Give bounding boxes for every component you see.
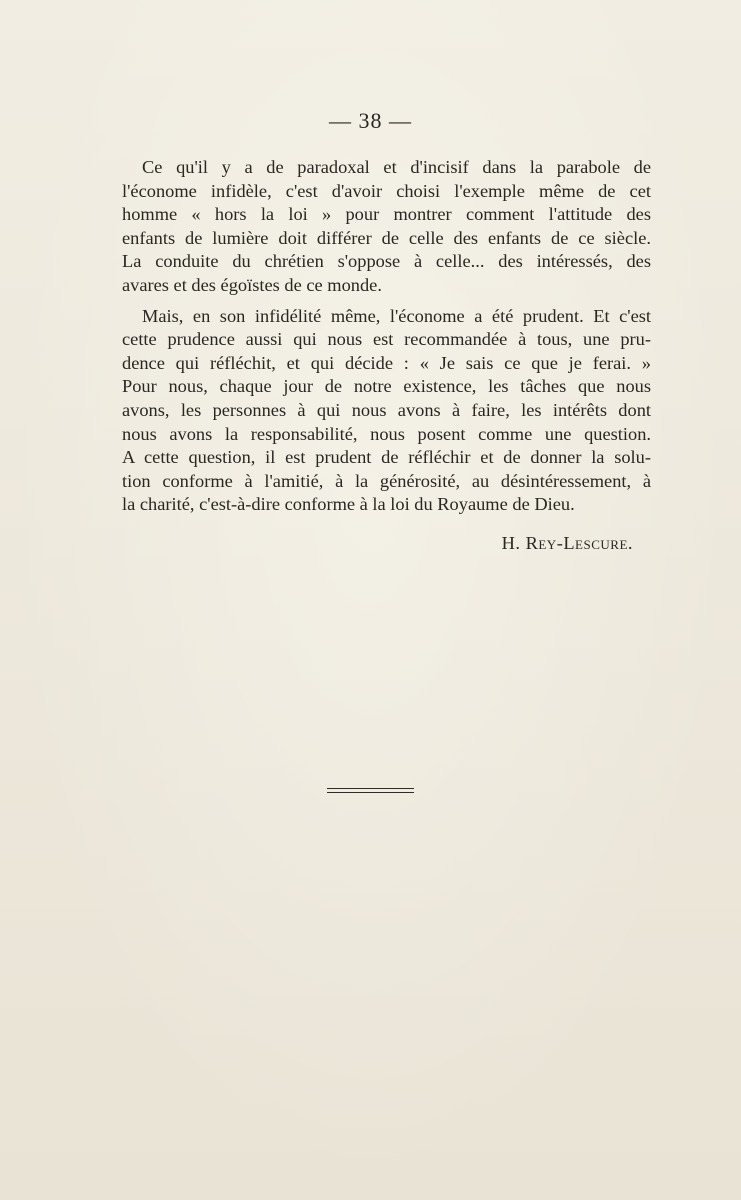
text-line: avares et des égoïstes de ce monde. [122, 274, 382, 295]
author-name: Rey-Lescure. [525, 533, 633, 553]
text-line: La conduite du chrétien s'oppose à celle... des intéressés, des [122, 251, 651, 272]
text-line: la charité, c'est-à-dire conforme à la loi du Royaume de Dieu. [122, 494, 575, 515]
page-number: — 38 — [329, 108, 412, 133]
text-line: cette prudence aussi qui nous est recommandée à tous, une pru- [122, 329, 651, 350]
text-line: Mais, en son infidélité même, l'économe a été prudent. Et c'est [142, 305, 651, 326]
text-line: avons, les personnes à qui nous avons à faire, les intérêts dont [122, 399, 651, 420]
text-line: dence qui réfléchit, et qui décide : « Je sais ce que je ferai. » [122, 352, 651, 373]
text-line: enfants de lumière doit différer de celle des enfants de ce siècle. [122, 227, 651, 248]
text-line: homme « hors la loi » pour montrer comment l'attitude des [122, 204, 651, 225]
text-line: tion conforme à l'amitié, à la générosité, au désintéressement, à [122, 470, 651, 491]
author-signature [502, 533, 633, 554]
text-line: l'économe infidèle, c'est d'avoir choisi l'exemple même de cet [122, 180, 651, 201]
divider-rule-bottom [327, 792, 414, 793]
paragraph-1 [122, 156, 651, 298]
body-text [122, 156, 651, 524]
divider-rule-top [327, 788, 414, 789]
text-line: Ce qu'il y a de paradoxal et d'incisif dans la parabole de [142, 157, 651, 177]
text-line: A cette question, il est prudent de réfléchir et de donner la solu- [122, 447, 651, 468]
author-initial: H. [501, 533, 521, 553]
text-line: Pour nous, chaque jour de notre existence, les tâches que nous [122, 376, 651, 397]
text-line: nous avons la responsabilité, nous posent comme une question. [122, 423, 651, 444]
paragraph-2 [122, 305, 651, 517]
